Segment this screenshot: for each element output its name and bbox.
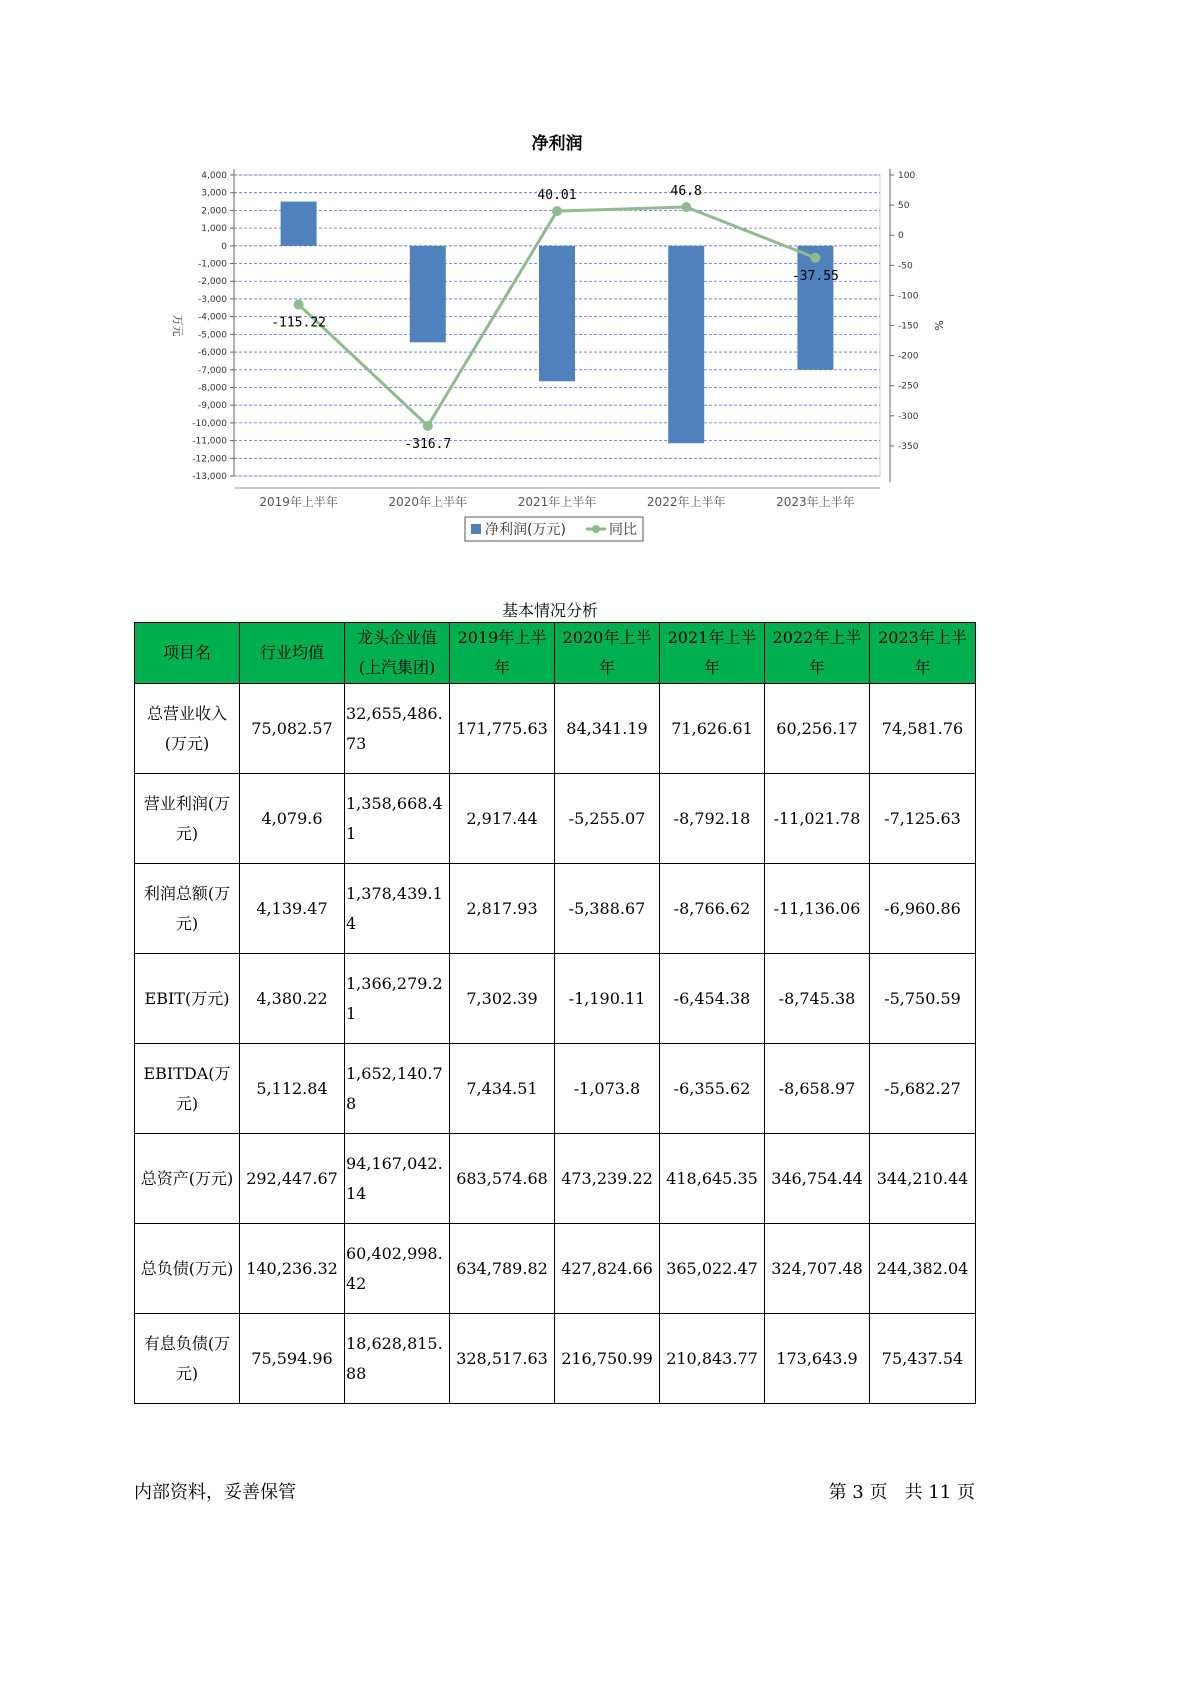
table-cell: 634,789.82 — [450, 1224, 555, 1314]
left-tick-label: 3,000 — [201, 188, 227, 199]
right-tick-label: -350 — [898, 441, 919, 452]
yoy-point — [294, 300, 304, 310]
table-row — [135, 1134, 976, 1224]
right-tick-label: -50 — [898, 261, 913, 272]
left-tick-label: 2,000 — [201, 206, 227, 217]
yoy-data-label: 40.01 — [537, 188, 577, 204]
table-cell: 1,366,279.21 — [345, 954, 450, 1044]
table-cell: 7,434.51 — [450, 1044, 555, 1134]
x-tick-label: 2023年上半年 — [776, 495, 855, 509]
table-cell: 4,079.6 — [240, 774, 345, 864]
row-label: 总资产(万元) — [135, 1134, 240, 1224]
left-tick-label: -7,000 — [197, 365, 227, 376]
legend-bar-label: 净利润(万元) — [485, 522, 566, 538]
table-cell: 4,380.22 — [240, 954, 345, 1044]
legend-line-marker — [592, 525, 600, 533]
table-cell: -5,682.27 — [870, 1044, 976, 1134]
table-cell: -7,125.63 — [870, 774, 976, 864]
column-header: 2021年上半年 — [660, 623, 765, 684]
left-tick-label: -13,000 — [192, 472, 227, 482]
table-cell: 140,236.32 — [240, 1224, 345, 1314]
table-cell: 1,358,668.41 — [345, 774, 450, 864]
yoy-point — [552, 206, 562, 216]
left-tick-label: -6,000 — [197, 348, 227, 359]
left-tick-label: -10,000 — [192, 418, 227, 429]
table-cell: -8,766.62 — [660, 864, 765, 954]
table-cell: 1,652,140.78 — [345, 1044, 450, 1134]
table-cell: -11,136.06 — [765, 864, 870, 954]
table-cell: 683,574.68 — [450, 1134, 555, 1224]
footer-page-number: 第 3 页 共 11 页 — [828, 1482, 975, 1503]
table-cell: 94,167,042.14 — [345, 1134, 450, 1224]
table-cell: -8,745.38 — [765, 954, 870, 1044]
left-tick-label: -2,000 — [197, 277, 227, 288]
table-cell: 216,750.99 — [555, 1314, 660, 1404]
table-cell: -8,658.97 — [765, 1044, 870, 1134]
table-row — [135, 684, 976, 774]
x-tick-label: 2022年上半年 — [646, 495, 726, 509]
table-cell: -6,355.62 — [660, 1044, 765, 1134]
right-tick-label: 50 — [898, 201, 910, 212]
table-cell: 4,139.47 — [240, 864, 345, 954]
table-cell: 427,824.66 — [555, 1224, 660, 1314]
table-cell: -1,073.8 — [555, 1044, 660, 1134]
table-cell: 75,082.57 — [240, 684, 345, 774]
table-cell: 32,655,486.73 — [345, 684, 450, 774]
row-label: EBITDA(万元) — [135, 1044, 240, 1134]
left-tick-label: -5,000 — [197, 330, 227, 341]
left-tick-label: -11,000 — [192, 436, 227, 447]
bar — [539, 246, 575, 381]
table-cell: 2,817.93 — [450, 864, 555, 954]
table-cell: 365,022.47 — [660, 1224, 765, 1314]
table-row — [135, 954, 976, 1044]
column-header: 行业均值 — [240, 623, 345, 684]
table-cell: 5,112.84 — [240, 1044, 345, 1134]
row-label: 营业利润(万元) — [135, 774, 240, 864]
footer-confidential-note: 内部资料，妥善保管 — [134, 1482, 296, 1503]
table-body — [135, 684, 976, 1404]
bar — [281, 202, 317, 246]
table-cell: 292,447.67 — [240, 1134, 345, 1224]
yoy-point — [681, 202, 691, 212]
table-cell: 71,626.61 — [660, 684, 765, 774]
table-row — [135, 1224, 976, 1314]
x-tick-label: 2019年上半年 — [259, 495, 338, 509]
table-cell: 210,843.77 — [660, 1314, 765, 1404]
table-cell: 84,341.19 — [555, 684, 660, 774]
basic-analysis-table — [134, 622, 976, 1404]
yoy-data-label: -316.7 — [404, 436, 452, 452]
legend-line-label: 同比 — [609, 522, 637, 538]
table-cell: 7,302.39 — [450, 954, 555, 1044]
table-cell: 324,707.48 — [765, 1224, 870, 1314]
table-cell: -6,454.38 — [660, 954, 765, 1044]
right-tick-label: -200 — [898, 351, 919, 362]
table-row — [135, 1044, 976, 1134]
row-label: 总负债(万元) — [135, 1224, 240, 1314]
table-cell: 328,517.63 — [450, 1314, 555, 1404]
table-cell: 418,645.35 — [660, 1134, 765, 1224]
table-cell: 346,754.44 — [765, 1134, 870, 1224]
table-cell: 60,256.17 — [765, 684, 870, 774]
chart-title: 净利润 — [531, 134, 583, 154]
left-tick-label: -4,000 — [197, 312, 227, 323]
table-caption: 基本情况分析 — [501, 601, 598, 620]
table-cell: -5,388.67 — [555, 864, 660, 954]
left-tick-label: -3,000 — [197, 294, 227, 305]
column-header: 2022年上半年 — [765, 623, 870, 684]
table-cell: -1,190.11 — [555, 954, 660, 1044]
table-row — [135, 774, 976, 864]
bar — [797, 246, 833, 370]
right-tick-label: -300 — [898, 411, 919, 422]
table-cell: 2,917.44 — [450, 774, 555, 864]
table-cell: 344,210.44 — [870, 1134, 976, 1224]
table-cell: -11,021.78 — [765, 774, 870, 864]
table-cell: 75,437.54 — [870, 1314, 976, 1404]
left-tick-label: 4,000 — [201, 171, 227, 181]
left-tick-label: -8,000 — [197, 383, 227, 394]
left-tick-label: -1,000 — [197, 259, 227, 270]
table-row — [135, 864, 976, 954]
row-label: 利润总额(万元) — [135, 864, 240, 954]
yoy-data-label: -115.22 — [271, 315, 326, 331]
table-cell: 60,402,998.42 — [345, 1224, 450, 1314]
table-cell: 1,378,439.14 — [345, 864, 450, 954]
table-cell: 75,594.96 — [240, 1314, 345, 1404]
yoy-point — [810, 253, 820, 263]
yoy-data-label: 46.8 — [670, 184, 702, 200]
table-cell: -5,255.07 — [555, 774, 660, 864]
table-cell: -6,960.86 — [870, 864, 976, 954]
column-header: 龙头企业值(上汽集团) — [345, 623, 450, 684]
right-tick-label: -150 — [898, 321, 919, 332]
table-cell: 244,382.04 — [870, 1224, 976, 1314]
table-header-row — [135, 623, 976, 684]
right-tick-label: -250 — [898, 381, 919, 392]
table-row — [135, 1314, 976, 1404]
column-header: 2019年上半年 — [450, 623, 555, 684]
table-cell: 473,239.22 — [555, 1134, 660, 1224]
table-cell: 171,775.63 — [450, 684, 555, 774]
bar — [668, 246, 704, 443]
x-tick-label: 2021年上半年 — [517, 495, 597, 509]
table-cell: -8,792.18 — [660, 774, 765, 864]
row-label: 总营业收入(万元) — [135, 684, 240, 774]
yoy-data-label: -37.55 — [791, 268, 839, 284]
row-label: 有息负债(万元) — [135, 1314, 240, 1404]
yoy-point — [423, 421, 433, 431]
right-tick-label: -100 — [898, 291, 919, 302]
right-tick-label: 0 — [898, 231, 904, 242]
column-header: 2023年上半年 — [870, 623, 976, 684]
column-header: 项目名 — [135, 623, 240, 684]
legend-bar-swatch — [471, 524, 481, 534]
table-cell: 173,643.9 — [765, 1314, 870, 1404]
left-tick-label: -9,000 — [197, 401, 227, 412]
column-header: 2020年上半年 — [555, 623, 660, 684]
bar — [410, 246, 446, 342]
left-tick-label: 0 — [221, 241, 227, 252]
chart-svg — [150, 120, 980, 560]
table-cell: 18,628,815.88 — [345, 1314, 450, 1404]
left-tick-label: -12,000 — [192, 454, 227, 465]
right-tick-label: 100 — [898, 171, 916, 181]
y-axis-right-label: % — [932, 320, 945, 331]
table-cell: 74,581.76 — [870, 684, 976, 774]
net-profit-chart — [150, 120, 980, 560]
x-tick-label: 2020年上半年 — [388, 495, 468, 509]
y-axis-left-label: 万元 — [171, 314, 184, 337]
row-label: EBIT(万元) — [135, 954, 240, 1044]
left-tick-label: 1,000 — [201, 224, 227, 235]
table-cell: -5,750.59 — [870, 954, 976, 1044]
